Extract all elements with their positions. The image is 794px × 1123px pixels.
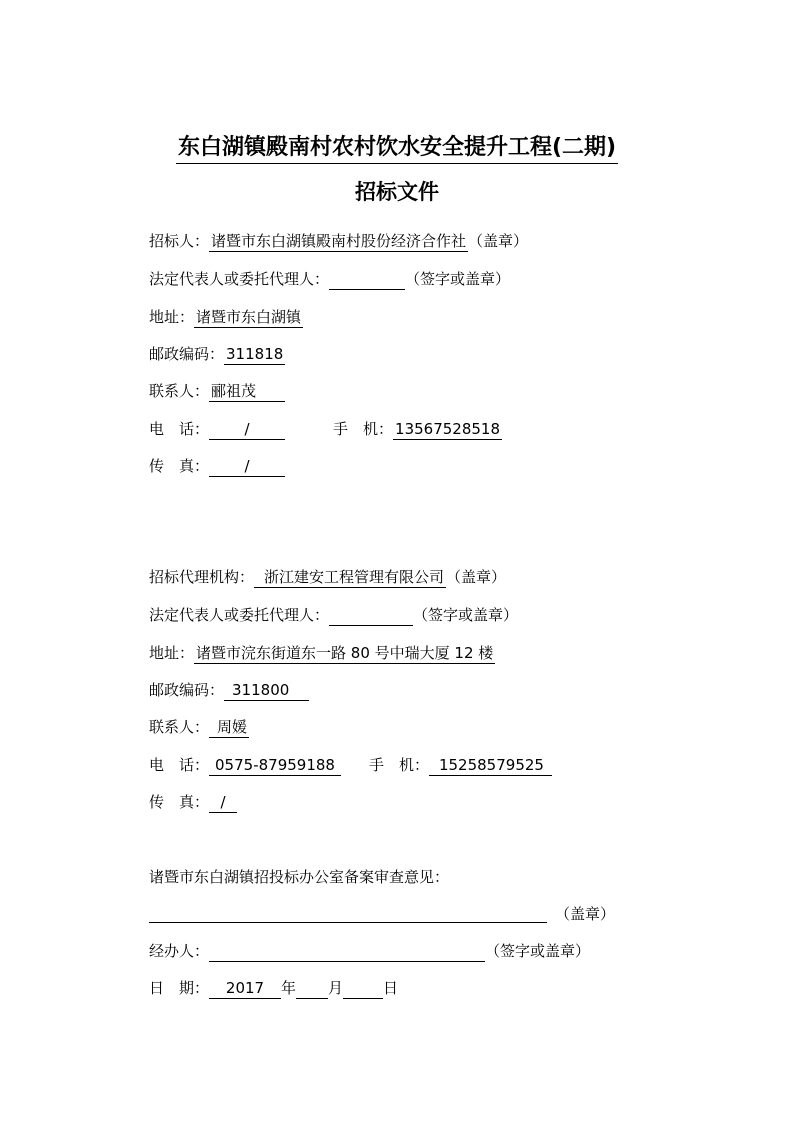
agency-contact-line [149,716,249,738]
agency-name: 浙江建安工程管理有限公司 [254,567,446,588]
review-month-blank [296,978,328,999]
tenderer-sign-note: （签字或盖章） [405,270,511,288]
agency-legal-rep-line [149,604,518,626]
agency-fax-label: 传 真： [149,793,210,811]
agency-sign-note: （签字或盖章） [413,606,519,624]
tenderer-contact-label: 联系人： [149,382,210,400]
tenderer-label: 招标人： [149,232,210,250]
review-stamp: （盖章） [555,905,616,923]
agency-contact: 周媛 [209,717,249,738]
review-year-unit: 年 [281,979,297,997]
review-handler-note: （签字或盖章） [485,942,591,960]
agency-phone-label: 电 话： [149,756,210,774]
agency-address-line [149,642,495,664]
agency-phone: 0575-87959188 [209,755,341,776]
document-title: 招标文件 [355,180,439,204]
tenderer-mobile: 13567528518 [395,420,501,438]
agency-label: 招标代理机构： [149,568,255,586]
agency-legal-rep-label: 法定代表人或委托代理人： [149,606,330,624]
tenderer-mobile-label: 手 机： [333,420,394,438]
tenderer-name: 诸暨市东白湖镇殿南村股份经济合作社 [211,232,467,250]
tenderer-fax-line [149,455,285,477]
tenderer-legal-rep-label: 法定代表人或委托代理人： [149,270,330,288]
agency-line [149,566,506,588]
agency-fax-line [149,791,237,813]
review-opinion-blank [149,904,547,923]
tenderer-fax: / [209,456,285,477]
project-title: 东白湖镇殿南村农村饮水安全提升工程(二期) [0,130,794,161]
tenderer-legal-rep-blank [329,269,405,290]
agency-mobile-label: 手 机： [368,756,429,774]
tenderer-phone-label: 电 话： [149,420,210,438]
tenderer-stamp: （盖章） [468,232,529,250]
review-month-unit: 月 [328,979,344,997]
tenderer-address-line [149,306,303,328]
agency-contact-label: 联系人： [149,718,210,736]
tenderer-phone: / [209,419,285,440]
agency-stamp: （盖章） [446,568,507,586]
tenderer-legal-rep-line [149,268,510,290]
agency-address: 诸暨市浣东街道东一路 80 号中瑞大厦 12 楼 [196,644,494,662]
tenderer-line [149,230,528,252]
tenderer-address: 诸暨市东白湖镇 [196,308,302,326]
tenderer-fax-label: 传 真： [149,457,210,475]
review-handler-blank [209,941,485,962]
agency-legal-rep-blank [329,605,413,626]
agency-phone-line [149,754,552,776]
agency-fax: / [209,792,237,813]
agency-postcode-label: 邮政编码： [149,681,225,699]
tenderer-postcode: 311818 [226,345,284,363]
review-handler-line [149,940,590,962]
review-year: 2017 [209,978,281,999]
review-day-blank [343,978,383,999]
agency-address-label: 地址： [149,644,195,662]
review-day-unit: 日 [383,979,399,997]
tenderer-contact-line [149,380,285,402]
tenderer-postcode-line [149,343,285,365]
tenderer-address-label: 地址： [149,308,195,326]
agency-postcode-line [149,679,309,701]
review-heading: 诸暨市东白湖镇招投标办公室备案审查意见： [149,868,450,886]
review-date-line [149,977,398,999]
agency-postcode: 311800 [224,680,309,701]
tenderer-postcode-label: 邮政编码： [149,345,225,363]
review-handler-label: 经办人： [149,942,210,960]
tenderer-phone-line [149,418,502,440]
agency-mobile: 15258579525 [429,755,552,776]
review-date-label: 日 期： [149,979,210,997]
tenderer-contact: 郦祖茂 [209,381,285,402]
